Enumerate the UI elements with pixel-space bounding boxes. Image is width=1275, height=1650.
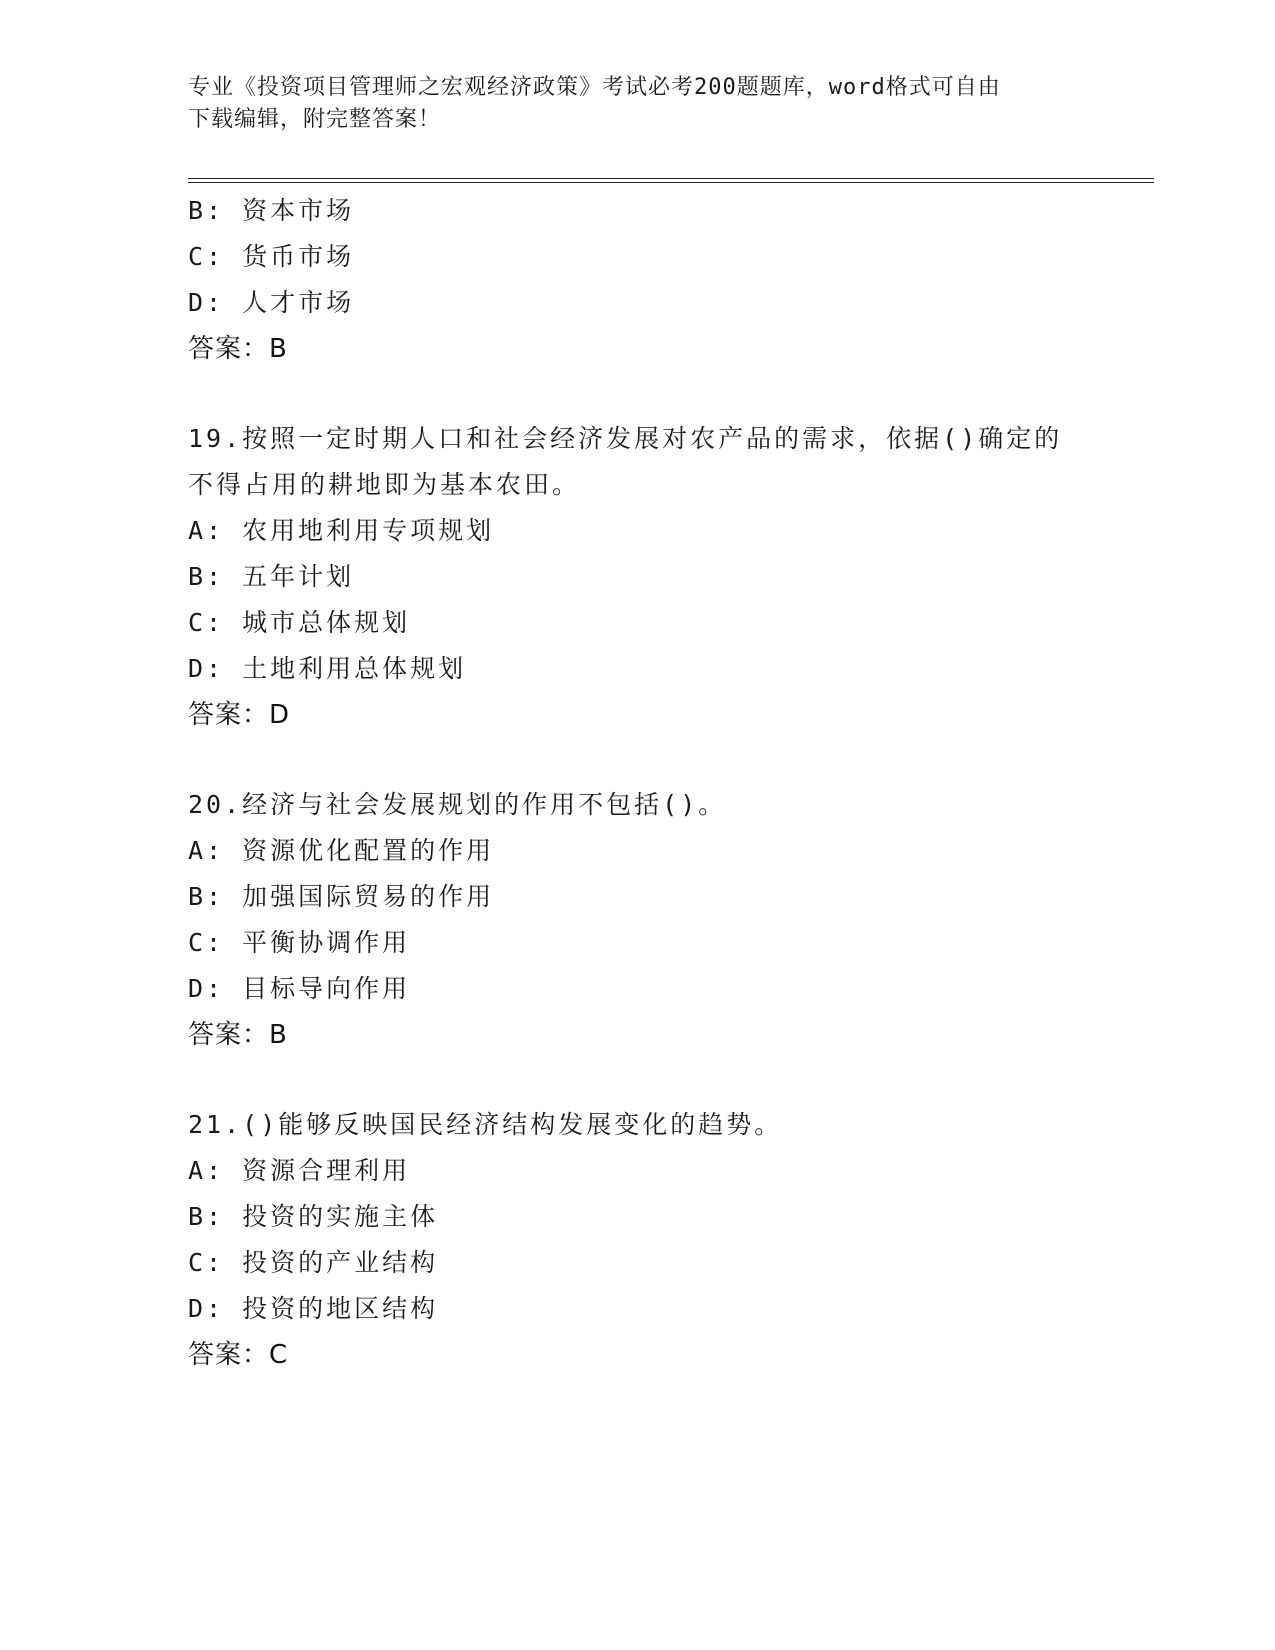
option-b: B: 加强国际贸易的作用	[188, 882, 495, 911]
option-a: A: 资源优化配置的作用	[188, 836, 495, 865]
question-20	[188, 782, 1088, 1058]
question-text: 20.经济与社会发展规划的作用不包括()。	[188, 790, 727, 819]
option-d: D: 目标导向作用	[188, 974, 411, 1003]
question-list	[188, 188, 1088, 1378]
option-a: A: 农用地利用专项规划	[188, 516, 495, 545]
answer: 答案：C	[188, 1340, 289, 1370]
question-21	[188, 1102, 1088, 1378]
option-d: D: 投资的地区结构	[188, 1294, 439, 1323]
question-text: 21.()能够反映国民经济结构发展变化的趋势。	[188, 1110, 783, 1139]
question-text-continued: 不得占用的耕地即为基本农田。	[188, 470, 581, 499]
header-line-1: 专业《投资项目管理师之宏观经济政策》考试必考200题题库，word格式可自由	[188, 75, 1001, 100]
answer: 答案：B	[188, 1020, 288, 1050]
question-text: 19.按照一定时期人口和社会经济发展对农产品的需求，依据()确定的	[188, 424, 1063, 453]
option-b: B: 五年计划	[188, 562, 355, 591]
option-c: C: 城市总体规划	[188, 608, 411, 637]
option-c: C: 货币市场	[188, 242, 355, 271]
option-d: D: 土地利用总体规划	[188, 654, 467, 683]
document-header	[188, 72, 1088, 136]
option-c: C: 平衡协调作用	[188, 928, 411, 957]
option-d: D: 人才市场	[188, 288, 355, 317]
previous-question-block	[188, 188, 1088, 372]
option-c: C: 投资的产业结构	[188, 1248, 439, 1277]
option-a: A: 资源合理利用	[188, 1156, 411, 1185]
option-b: B: 资本市场	[188, 196, 355, 225]
option-b: B: 投资的实施主体	[188, 1202, 439, 1231]
header-divider	[188, 178, 1154, 183]
header-line-2: 下载编辑，附完整答案！	[188, 107, 442, 132]
answer: 答案：B	[188, 334, 288, 364]
question-19	[188, 416, 1088, 738]
answer: 答案：D	[188, 700, 291, 730]
